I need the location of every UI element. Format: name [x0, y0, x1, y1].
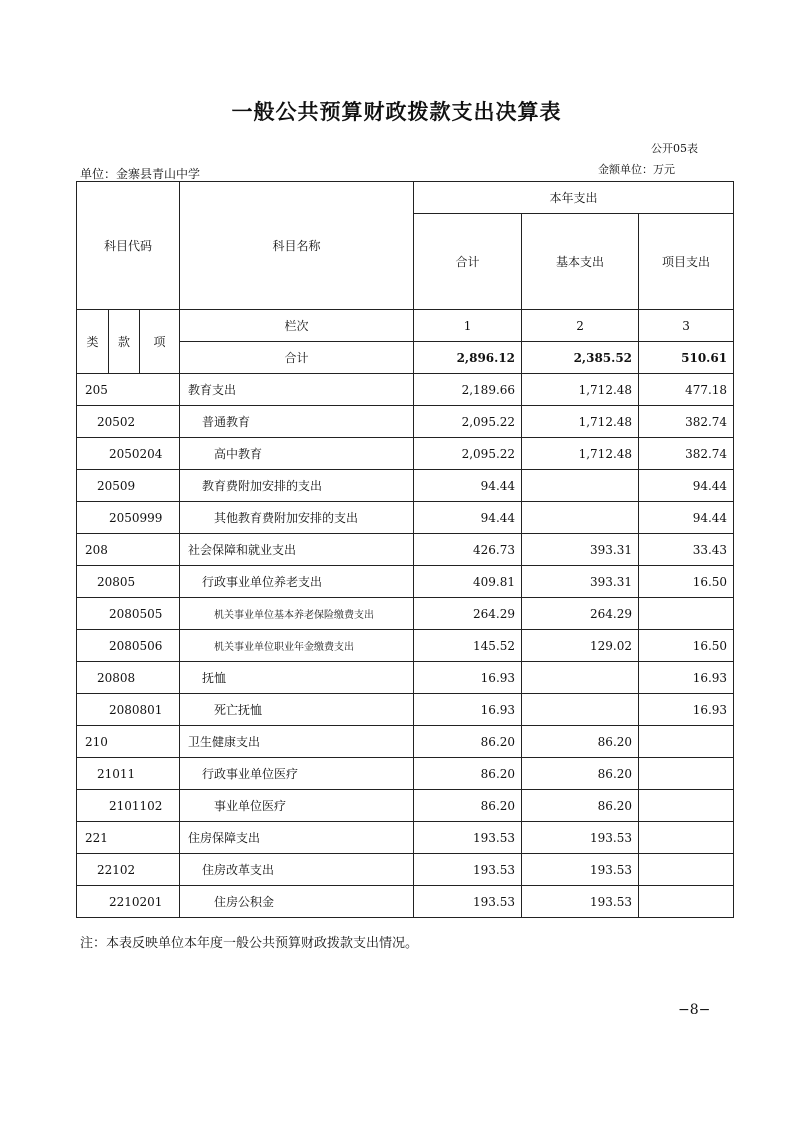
row-name: 普通教育 [180, 406, 414, 438]
row-project: 16.50 [639, 630, 734, 662]
row-name: 行政事业单位养老支出 [180, 566, 414, 598]
total-project: 510.61 [639, 342, 734, 374]
row-project: 94.44 [639, 502, 734, 534]
row-code: 2050204 [77, 438, 180, 470]
row-total: 264.29 [414, 598, 522, 630]
row-total: 2,095.22 [414, 406, 522, 438]
table-row [77, 662, 734, 694]
row-total: 2,189.66 [414, 374, 522, 406]
row-total: 2,095.22 [414, 438, 522, 470]
row-project: 33.43 [639, 534, 734, 566]
row-project: 16.50 [639, 566, 734, 598]
row-project: 16.93 [639, 694, 734, 726]
unit-label: 单位：金寨县青山中学 [80, 167, 201, 181]
row-total: 94.44 [414, 502, 522, 534]
row-name: 高中教育 [180, 438, 414, 470]
row-name: 事业单位医疗 [180, 790, 414, 822]
row-basic: 86.20 [522, 726, 639, 758]
row-project [639, 822, 734, 854]
header-project: 项目支出 [639, 214, 734, 310]
row-project: 382.74 [639, 438, 734, 470]
row-project [639, 726, 734, 758]
row-basic: 1,712.48 [522, 438, 639, 470]
row-code: 2080505 [77, 598, 180, 630]
row-total: 16.93 [414, 662, 522, 694]
row-code: 2101102 [77, 790, 180, 822]
row-project: 94.44 [639, 470, 734, 502]
row-basic: 129.02 [522, 630, 639, 662]
header-kuan: 款 [109, 310, 140, 374]
row-name: 行政事业单位医疗 [180, 758, 414, 790]
table-row [77, 822, 734, 854]
row-basic [522, 662, 639, 694]
row-total: 193.53 [414, 854, 522, 886]
header-year-expense: 本年支出 [414, 182, 734, 214]
table-row [77, 470, 734, 502]
row-name: 机关事业单位基本养老保险缴费支出 [180, 598, 414, 630]
row-project: 477.18 [639, 374, 734, 406]
table-row [77, 854, 734, 886]
row-basic: 193.53 [522, 886, 639, 918]
total-basic: 2,385.52 [522, 342, 639, 374]
budget-table [76, 181, 734, 918]
table-row [77, 566, 734, 598]
row-name: 死亡抚恤 [180, 694, 414, 726]
row-name: 教育费附加安排的支出 [180, 470, 414, 502]
row-name: 抚恤 [180, 662, 414, 694]
header-lei: 类 [77, 310, 109, 374]
row-total: 16.93 [414, 694, 522, 726]
row-total: 193.53 [414, 822, 522, 854]
header-xiang: 项 [140, 310, 180, 374]
row-code: 2080506 [77, 630, 180, 662]
row-basic: 1,712.48 [522, 374, 639, 406]
table-row [77, 790, 734, 822]
row-total: 193.53 [414, 886, 522, 918]
page-title: 一般公共预算财政拨款支出决算表 [231, 100, 562, 124]
table-row [77, 726, 734, 758]
table-row [77, 534, 734, 566]
row-name: 住房公积金 [180, 886, 414, 918]
row-name: 住房保障支出 [180, 822, 414, 854]
table-row [77, 406, 734, 438]
table-row [77, 886, 734, 918]
row-project [639, 854, 734, 886]
row-total: 86.20 [414, 790, 522, 822]
row-basic: 264.29 [522, 598, 639, 630]
table-row [77, 502, 734, 534]
row-code: 2210201 [77, 886, 180, 918]
row-basic: 1,712.48 [522, 406, 639, 438]
table-row [77, 374, 734, 406]
column-no-label: 栏次 [180, 310, 414, 342]
row-project: 16.93 [639, 662, 734, 694]
row-basic: 86.20 [522, 790, 639, 822]
column-no-2: 2 [522, 310, 639, 342]
row-basic: 86.20 [522, 758, 639, 790]
total-amount: 2,896.12 [414, 342, 522, 374]
row-code: 22102 [77, 854, 180, 886]
total-label: 合计 [180, 342, 414, 374]
row-total: 409.81 [414, 566, 522, 598]
table-row [77, 598, 734, 630]
amount-unit-label: 金额单位：万元 [598, 163, 675, 176]
row-code: 21011 [77, 758, 180, 790]
row-basic [522, 694, 639, 726]
row-code: 221 [77, 822, 180, 854]
row-basic: 393.31 [522, 534, 639, 566]
table-row [77, 758, 734, 790]
row-name: 其他教育费附加安排的支出 [180, 502, 414, 534]
row-basic [522, 470, 639, 502]
row-name: 住房改革支出 [180, 854, 414, 886]
row-basic: 193.53 [522, 822, 639, 854]
header-code: 科目代码 [77, 182, 180, 310]
row-total: 86.20 [414, 758, 522, 790]
row-basic: 193.53 [522, 854, 639, 886]
table-row [77, 630, 734, 662]
row-basic [522, 502, 639, 534]
row-code: 20808 [77, 662, 180, 694]
row-project [639, 790, 734, 822]
row-code: 2050999 [77, 502, 180, 534]
row-total: 86.20 [414, 726, 522, 758]
table-row [77, 694, 734, 726]
row-name: 教育支出 [180, 374, 414, 406]
row-name: 机关事业单位职业年金缴费支出 [180, 630, 414, 662]
row-total: 426.73 [414, 534, 522, 566]
row-code: 20509 [77, 470, 180, 502]
table-row [77, 438, 734, 470]
header-basic: 基本支出 [522, 214, 639, 310]
row-project: 382.74 [639, 406, 734, 438]
column-no-3: 3 [639, 310, 734, 342]
row-code: 210 [77, 726, 180, 758]
row-total: 145.52 [414, 630, 522, 662]
row-name: 卫生健康支出 [180, 726, 414, 758]
footnote: 注：本表反映单位本年度一般公共预算财政拨款支出情况。 [80, 936, 419, 951]
row-name: 社会保障和就业支出 [180, 534, 414, 566]
page-number: −8− [678, 1002, 711, 1018]
row-code: 20805 [77, 566, 180, 598]
row-project [639, 758, 734, 790]
row-project [639, 598, 734, 630]
row-code: 208 [77, 534, 180, 566]
row-code: 20502 [77, 406, 180, 438]
row-project [639, 886, 734, 918]
row-basic: 393.31 [522, 566, 639, 598]
column-no-1: 1 [414, 310, 522, 342]
header-name: 科目名称 [180, 182, 414, 310]
form-number: 公开05表 [651, 142, 698, 155]
row-total: 94.44 [414, 470, 522, 502]
row-code: 2080801 [77, 694, 180, 726]
row-code: 205 [77, 374, 180, 406]
header-total: 合计 [414, 214, 522, 310]
